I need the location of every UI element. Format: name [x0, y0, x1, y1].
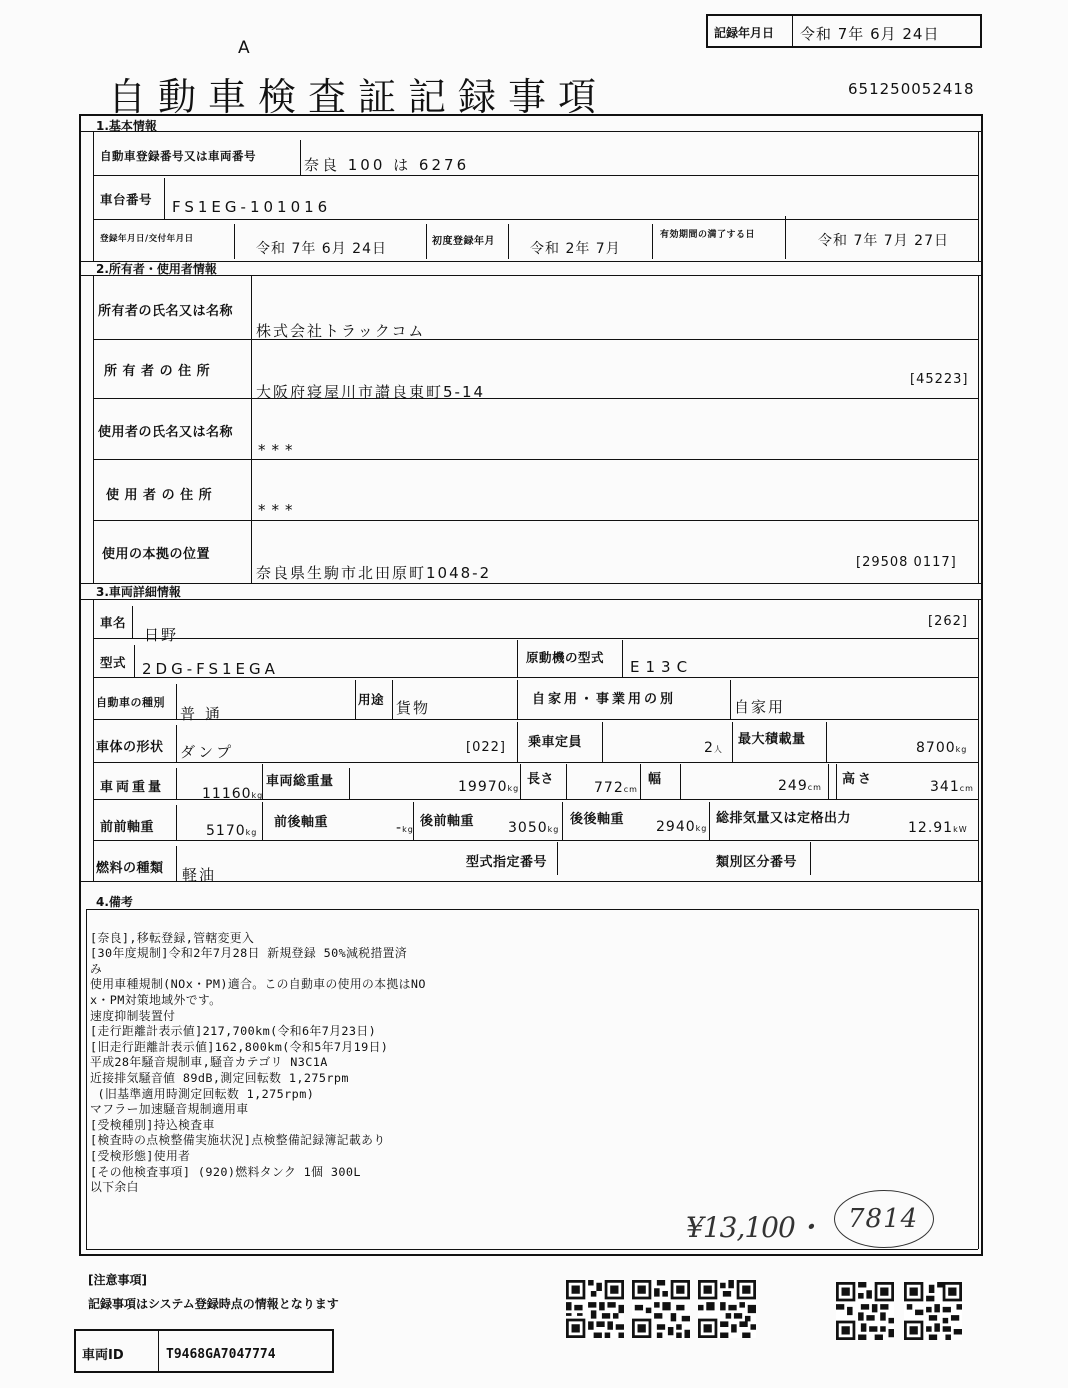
rr-axle-number: 2940 — [656, 819, 696, 835]
section-owner-title: 2.所有者・使用者情報 — [96, 262, 217, 276]
rf-axle-number: 3050 — [508, 820, 548, 836]
remark-line: 使用車種規制(NOx・PM)適合。この自動車の使用の本拠はNO — [90, 977, 426, 992]
length-value — [594, 780, 638, 796]
model-label: 型式 — [100, 655, 127, 670]
body-label: 車体の形状 — [96, 740, 164, 755]
length-label: 長さ — [527, 772, 555, 787]
rr-axle-value — [656, 819, 707, 835]
displacement-label: 総排気量又は定格出力 — [716, 811, 852, 826]
use-value: 貨物 — [396, 699, 431, 717]
remarks-lines — [90, 915, 426, 1211]
model-value: 2DG-FS1EGA — [142, 660, 279, 678]
record-date-label: 記録年月日 — [714, 26, 775, 40]
qr-code-icon — [566, 1280, 624, 1338]
car-id-label: 車両ID — [82, 1348, 124, 1363]
gross-number: 19970 — [458, 779, 508, 795]
remark-line: 平成28年騒音規制車,騒音カテゴリ N3C1A — [90, 1055, 328, 1070]
width-label: 幅 — [648, 772, 662, 787]
remark-line: 以下余白 — [90, 1180, 139, 1195]
fuel-label: 燃料の種類 — [96, 861, 164, 876]
remark-line: [受検種別]持込検査車 — [90, 1117, 215, 1132]
qr-code-icon — [698, 1280, 756, 1338]
weight-label: 車両重量 — [100, 780, 165, 795]
fr-axle-label: 前後軸重 — [274, 815, 329, 830]
weight-number: 11160 — [202, 786, 252, 802]
length-number: 772 — [594, 780, 624, 796]
capacity-number: 2 — [704, 740, 714, 756]
width-unit: cm — [807, 783, 822, 792]
section-vehicle-title: 3.車両詳細情報 — [96, 585, 181, 599]
remark-line: [旧走行距離計表示値]162,800km(令和5年7月19日) — [90, 1039, 389, 1054]
section-remarks-title: 4.備考 — [96, 895, 133, 909]
remark-line: [検査時の点検整備実施状況]点検整備記録簿記載あり — [90, 1133, 386, 1148]
owner-addr-code: [45223] — [910, 372, 969, 387]
kind-label: 自動車の種別 — [96, 696, 165, 709]
car-name-value: 日野 — [144, 626, 179, 644]
reg-no-value: 奈良 100 は 6276 — [304, 156, 470, 174]
ff-axle-label: 前前軸重 — [100, 820, 155, 835]
engine-value: E13C — [630, 658, 694, 676]
handwritten-fee: ¥13,100・ — [686, 1211, 822, 1244]
fr-axle-value — [396, 820, 414, 836]
height-label: 高さ — [842, 772, 875, 787]
length-unit: cm — [623, 785, 638, 794]
capacity-label: 乗車定員 — [528, 735, 583, 750]
maxload-unit: kg — [955, 745, 968, 754]
rr-axle-label: 後後軸重 — [570, 812, 625, 827]
gross-value — [458, 779, 519, 795]
base-label: 使用の本拠の位置 — [102, 547, 211, 562]
kind-value: 普通 — [180, 705, 231, 723]
gross-unit: kg — [507, 784, 520, 793]
reg-date-label: 登録年月日/交付年月日 — [100, 234, 194, 244]
rf-axle-label: 後前軸重 — [420, 814, 475, 829]
car-id-value: T9468GA7047774 — [166, 1347, 276, 1362]
first-reg-value: 令和 2年 7月 — [530, 241, 621, 257]
capacity-unit: 人 — [713, 745, 723, 754]
notice-title: [注意事項] — [88, 1273, 147, 1287]
body-code: [022] — [466, 740, 506, 755]
height-value — [930, 779, 974, 795]
rf-axle-value — [508, 820, 559, 836]
width-number: 249 — [778, 778, 808, 794]
car-id-box — [74, 1329, 334, 1373]
reg-date-value: 令和 7年 6月 24日 — [256, 241, 387, 257]
remark-line: マフラー加速騒音規制適用車 — [90, 1102, 249, 1117]
doc-number: 651250052418 — [848, 80, 975, 98]
remark-line: [その他検査事項] (920)燃料タンク 1個 300L — [90, 1164, 361, 1179]
ff-axle-value — [206, 823, 257, 839]
page-title: 自動車検査証記録事項 — [108, 75, 609, 119]
remark-line: [30年度規制]令和2年7月28日 新規登録 50%減税措置済 — [90, 946, 408, 961]
displacement-unit: kW — [953, 825, 968, 834]
section-basic-title: 1.基本情報 — [96, 119, 157, 133]
ff-axle-number: 5170 — [206, 823, 246, 839]
maxload-label: 最大積載量 — [738, 732, 806, 747]
notice-text: 記録事項はシステム登録時点の情報となります — [88, 1297, 339, 1311]
rr-axle-unit: kg — [695, 824, 708, 833]
remark-line: [奈良],移転登録,管轄変更入 — [90, 930, 255, 945]
user-name-label: 使用者の氏名又は名称 — [98, 425, 234, 440]
user-addr-value: *** — [258, 501, 299, 519]
remark-line: 速度抑制装置付 — [90, 1008, 176, 1023]
remark-line: (旧基準適用時測定回転数 1,275rpm) — [90, 1086, 315, 1101]
height-number: 341 — [930, 779, 960, 795]
category-label: 類別区分番号 — [716, 855, 798, 870]
handwritten-circle-number: 7814 — [848, 1204, 919, 1234]
owner-addr-label: 所 有 者 の 住 所 — [104, 364, 211, 379]
fuel-value: 軽油 — [182, 866, 217, 884]
remark-line: [走行距離計表示値]217,700km(令和6年7月23日) — [90, 1024, 377, 1039]
qr-code-icon — [836, 1282, 894, 1340]
ff-axle-unit: kg — [245, 828, 258, 837]
private-value: 自家用 — [734, 698, 786, 716]
displacement-number: 12.91 — [908, 820, 954, 836]
record-date-value: 令和 7年 6月 24日 — [800, 25, 940, 43]
chassis-label: 車台番号 — [100, 192, 153, 207]
engine-label: 原動機の型式 — [526, 650, 605, 665]
type-designation-label: 型式指定番号 — [466, 855, 548, 870]
fr-axle-number: - — [396, 820, 403, 836]
car-name-label: 車名 — [100, 615, 127, 630]
car-name-code: [262] — [928, 614, 968, 629]
remark-line: 近接排気騒音値 89dB,測定回転数 1,275rpm — [90, 1070, 349, 1085]
qr-code-icon — [904, 1282, 962, 1340]
first-reg-label: 初度登録年月 — [432, 236, 495, 247]
record-date-box — [706, 14, 982, 48]
owner-name-value: 株式会社トラックコム — [256, 322, 426, 340]
qr-code-icon — [632, 1280, 690, 1338]
private-label: 自家用・事業用の別 — [532, 692, 677, 707]
expiry-label: 有効期間の満了する日 — [660, 230, 756, 240]
reg-no-label: 自動車登録番号又は車両番号 — [100, 149, 256, 163]
user-name-value: *** — [258, 441, 299, 459]
maxload-number: 8700 — [916, 740, 956, 756]
remark-line: み — [90, 961, 103, 976]
base-code: [29508 0117] — [856, 555, 957, 570]
user-addr-label: 使 用 者 の 住 所 — [106, 488, 213, 503]
expiry-value: 令和 7年 7月 27日 — [818, 233, 949, 249]
rf-axle-unit: kg — [547, 825, 560, 834]
gross-label: 車両総重量 — [266, 774, 334, 789]
remark-line: x・PM対策地域外です。 — [90, 992, 222, 1007]
weight-unit: kg — [251, 791, 264, 800]
remark-line: [受検形態]使用者 — [90, 1148, 191, 1163]
displacement-value — [908, 820, 968, 836]
height-unit: cm — [959, 784, 974, 793]
width-value — [778, 778, 822, 794]
owner-name-label: 所有者の氏名又は名称 — [98, 304, 234, 319]
capacity-value — [704, 740, 723, 756]
base-value: 奈良県生駒市北田原町1048-2 — [256, 564, 492, 582]
fr-axle-unit: kg — [402, 825, 414, 834]
maxload-value — [916, 740, 967, 756]
chassis-value: FS1EG-101016 — [172, 198, 332, 216]
owner-addr-value: 大阪府寝屋川市讃良東町5-14 — [256, 383, 486, 401]
use-label: 用途 — [358, 692, 385, 707]
corner-mark: A — [238, 38, 250, 58]
body-value: ダンプ — [180, 743, 235, 761]
